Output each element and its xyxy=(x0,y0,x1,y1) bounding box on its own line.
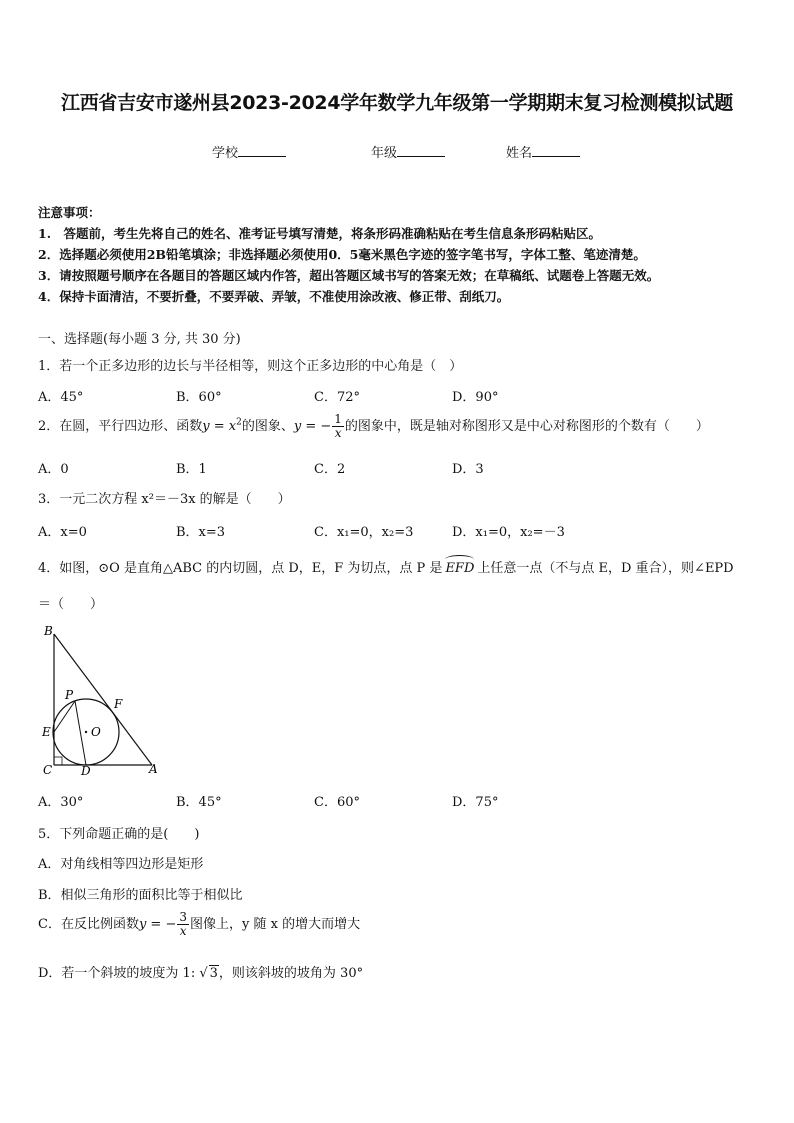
q4-option-d[interactable]: D．75° xyxy=(452,795,499,810)
q2-option-c[interactable]: C．2 xyxy=(314,462,346,477)
right-angle-mark xyxy=(54,757,62,765)
q3-option-a[interactable]: A．x=0 xyxy=(38,525,87,540)
q3-option-b[interactable]: B．x=3 xyxy=(176,525,226,540)
q5-option-c[interactable]: C．在反比例函数y = − $\frac{3}{x}$ 图像上，y 随 x 的增大而增大 xyxy=(38,910,361,938)
notice-item-2: 2．选择题必须使用2B铅笔填涂；非选择题必须使用0．5毫米黑色字迹的签字笔书写，字体工整、笔迹清楚。 xyxy=(38,247,646,262)
q1-option-a[interactable]: A．45° xyxy=(38,390,84,405)
label-d: D xyxy=(81,764,91,778)
grade-label: 年级 xyxy=(371,146,398,161)
q5-fraction: $\frac{3}{x}$ xyxy=(179,910,187,938)
section-title: 一、选择题(每小题 3 分, 共 30 分) xyxy=(38,332,241,347)
q4-option-a[interactable]: A．30° xyxy=(38,795,84,810)
label-p: P xyxy=(65,688,74,702)
label-o: O xyxy=(91,725,101,739)
name-field[interactable] xyxy=(506,142,580,161)
question-4-stem: 4．如图，⊙O 是直角△ABC 的内切圆，点 D，E，F 为切点，点 P 是 EFD 上任意一点（不与点 E，D 重合），则∠EPD xyxy=(38,557,734,576)
q4-option-c[interactable]: C．60° xyxy=(314,795,360,810)
exam-title: 江西省吉安市遂州县2023-2024学年数学九年级第一学期期末复习检测模拟试题 xyxy=(61,92,733,114)
q1-option-c[interactable]: C．72° xyxy=(314,390,360,405)
q4-option-b[interactable]: B．45° xyxy=(176,795,222,810)
q5-option-d[interactable]: D．若一个斜坡的坡度为 1: √ 3，则该斜坡的坡角为 30° xyxy=(38,966,364,981)
notice-item-4: 4．保持卡面清洁，不要折叠，不要弄破、弄皱，不准使用涂改液、修正带、刮纸刀。 xyxy=(38,289,510,304)
label-c: C xyxy=(43,763,53,777)
q4-arc-efd: EFD xyxy=(445,561,474,576)
q2-option-d[interactable]: D．3 xyxy=(452,462,484,477)
label-b: B xyxy=(44,624,53,638)
q4-figure xyxy=(36,622,166,780)
q2-option-b[interactable]: B．1 xyxy=(176,462,207,477)
sqrt-icon: √ xyxy=(199,966,208,981)
notice-item-3: 3．请按照题号顺序在各题目的答题区域内作答，超出答题区域书写的答案无效；在草稿纸、试题卷上答题无效。 xyxy=(38,268,660,283)
q5-option-b[interactable]: B．相似三角形的面积比等于相似比 xyxy=(38,888,243,903)
notice-heading: 注意事项： xyxy=(38,205,101,220)
school-field[interactable] xyxy=(212,142,286,161)
label-f: F xyxy=(114,697,123,711)
q3-option-c[interactable]: C．x₁=0，x₂=3 xyxy=(314,525,414,540)
grade-field[interactable] xyxy=(371,142,445,161)
question-5-stem: 5．下列命题正确的是( ) xyxy=(38,827,200,842)
label-e: E xyxy=(42,725,51,739)
notice-item-1: 1. 答题前，考生先将自己的姓名、准考证号填写清楚，将条形码准确粘贴在考生信息条形码粘贴区。 xyxy=(38,226,602,241)
q2-fraction: $\frac{1}{x}$ xyxy=(334,412,342,440)
q1-option-b[interactable]: B．60° xyxy=(176,390,222,405)
q3-option-d[interactable]: D．x₁=0，x₂=－3 xyxy=(452,525,565,540)
name-label: 姓名 xyxy=(506,146,533,161)
label-a: A xyxy=(149,762,158,776)
arc-mark-icon xyxy=(445,555,474,564)
q1-option-d[interactable]: D．90° xyxy=(452,390,499,405)
q2-option-a[interactable]: A．0 xyxy=(38,462,69,477)
school-label: 学校 xyxy=(212,146,239,161)
q5-option-a[interactable]: A．对角线相等四边形是矩形 xyxy=(38,857,204,872)
question-4-stem-end: ＝（ ） xyxy=(38,597,104,612)
q2-expr-quadratic: y = x xyxy=(202,419,237,434)
question-2-stem: 2．在圆，平行四边形、函数$y = x^2$的图象、y = − $\frac{1}{x}$ 的图象中，既是轴对称图形又是中心对称图形的个数有（ ） xyxy=(38,412,709,440)
question-1-stem: 1．若一个正多边形的边长与半径相等，则这个正多边形的中心角是（ ） xyxy=(38,359,463,374)
segment-pd xyxy=(75,701,86,765)
question-3-stem: 3．一元二次方程 x²＝－3x 的解是（ ） xyxy=(38,492,291,507)
center-o-dot xyxy=(85,731,87,733)
